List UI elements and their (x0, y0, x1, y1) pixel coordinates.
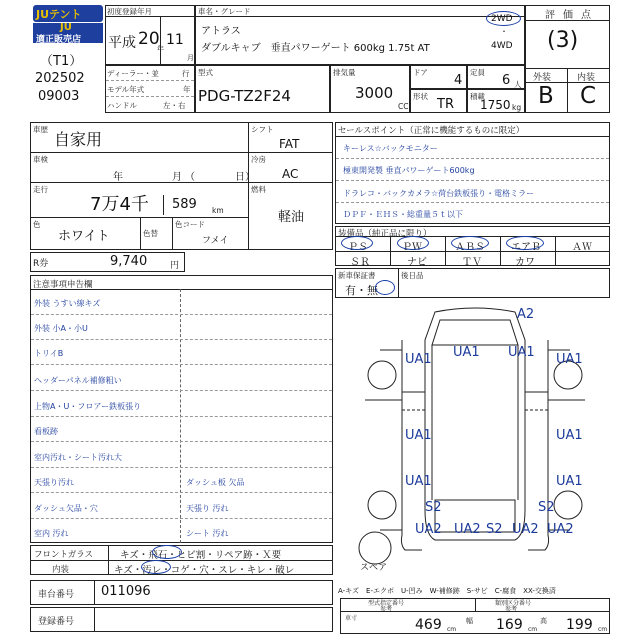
note-right-3: シート 汚れ (186, 529, 229, 538)
damage-legend: A-キズ E-エクボ U-凹み W-補修跡 S-サビ C-腐食 XX-交換済 (338, 587, 556, 595)
damage-mark-right-side: UA1 (556, 428, 583, 443)
shape-label: 形状 (413, 92, 428, 101)
dim-width-unit: cm (528, 626, 538, 633)
note-left-9: ダッシュ欠品・穴 (34, 504, 98, 513)
vehicle-damage-diagram (340, 300, 610, 590)
registration-month-unit: 月 (187, 54, 194, 62)
dim-type-ref: 参考 (380, 606, 393, 613)
logo-brand: JUテント (36, 8, 82, 21)
plate-label: 登録番号 (38, 617, 75, 627)
rating-exterior-label: 外装 (533, 73, 552, 83)
chassis-label: 車台番号 (38, 590, 75, 600)
drive-4wd: 4WD (491, 41, 513, 51)
manual-value1: 有・無 (345, 284, 378, 297)
damage-mark-roof-right: UA1 (508, 345, 535, 360)
dealer-label3-suffix: 左・右 (163, 101, 186, 110)
note-left-1: 外装 うすい線キズ (34, 299, 101, 308)
rating-exterior: B (538, 83, 554, 109)
damage-mark-right-bumper: UA2 (547, 522, 574, 537)
car-name-line1: アトラス (201, 26, 241, 37)
rating-interior-label: 内装 (577, 73, 596, 83)
displacement-value: 3000 (355, 84, 394, 102)
recycle-box (30, 252, 185, 272)
damage-mark-bed-center: S2 (486, 522, 503, 537)
chassis-value: 011096 (101, 584, 151, 599)
dim-type-label: 型式指定番号 (368, 600, 405, 607)
door-label: ドア (413, 68, 428, 77)
equip-aw: ＡＷ (572, 242, 592, 253)
logo-code: （T1） (40, 54, 83, 69)
drive-dot: ・ (500, 27, 508, 36)
equip-ps: ＰＳ (348, 242, 368, 253)
damage-mark-right-step: S2 (538, 500, 555, 515)
registration-year-unit: 年 (157, 45, 164, 53)
registration-month: 11 (166, 32, 184, 48)
selling-point-1: キーレス☆バックモニター (343, 144, 438, 153)
recycle-value: 9,740 (110, 254, 148, 269)
selling-point-4: ＤＰＦ・ＥＨＳ・総重量５ｔ以下 (343, 210, 463, 219)
damage-mark-left-step: S2 (425, 500, 442, 515)
mileage-unit: km (212, 206, 224, 215)
note-left-6: 看板跡 (34, 427, 58, 436)
drive-2wd-circle (486, 11, 521, 26)
damage-mark-front: A2 (517, 307, 535, 322)
manual-label1: 新車保証書 (338, 271, 376, 280)
equip-navi: ナビ (407, 257, 427, 268)
door-value: 4 (454, 73, 463, 88)
mileage-label: 走行 (33, 185, 48, 194)
rating-value: (3) (547, 28, 579, 53)
shift-label: シフト (251, 125, 274, 134)
dealer-label1: ディーラー・並 (107, 69, 159, 78)
dim-height-unit: cm (598, 626, 608, 633)
damage-mark-bed-left: UA2 (454, 522, 481, 537)
dealer-label1-suffix: 行 (182, 69, 190, 78)
inspection-month: 月 (172, 172, 182, 183)
dealer-label2: モデル年式 (107, 85, 145, 94)
recycle-label: R券 (33, 259, 49, 269)
chassis-box (30, 580, 333, 605)
damage-mark-left-front: UA1 (405, 352, 432, 367)
dealer-label2-suffix: 年 (183, 85, 191, 94)
shape-value: TR (437, 97, 454, 112)
inspection-label: 車検 (33, 155, 48, 164)
spare-label: スペア (360, 563, 388, 573)
fuel-value: 軽油 (278, 210, 305, 225)
color-change-label: 色替 (143, 229, 158, 238)
mileage-value: 7万4千 (90, 194, 149, 215)
equip-sr: ＳＲ (350, 257, 370, 268)
note-left-5: 上物A・U・フロアー鉄板張り (34, 402, 142, 411)
equip-abs: ＡＢＳ (455, 242, 485, 253)
displacement-unit: CC (398, 102, 409, 111)
ac-label: 冷房 (251, 155, 266, 164)
inspection-day: （ 日） (185, 172, 255, 183)
load-unit: kg (512, 103, 522, 112)
load-label: 積載 (470, 92, 485, 101)
registration-label: 初度登録年月 (107, 7, 152, 16)
damage-mark-left-rear: UA1 (405, 474, 432, 489)
color-code: フメイ (202, 236, 229, 246)
car-name-line2: ダブルキャブ 垂直パワーゲート 600kg 1.75t AT (201, 43, 430, 54)
damage-mark-right-front: UA1 (556, 352, 583, 367)
usage-value: 自家用 (54, 130, 103, 149)
note-left-10: 室内 汚れ (34, 529, 69, 538)
model-label: 型式 (198, 68, 213, 77)
note-right-1: ダッシュ板 欠品 (186, 478, 245, 487)
drive-2wd: 2WD (491, 14, 513, 24)
dim-length: 469 (415, 617, 442, 633)
equip-leather: カワ (515, 257, 535, 268)
logo-num1: 202502 (35, 71, 85, 86)
ac-value: AC (282, 167, 299, 181)
dim-height: 199 (566, 617, 593, 633)
selling-point-2: 極東開発製 垂直パワーゲート600kg (343, 166, 475, 175)
dim-length-unit: cm (447, 626, 457, 633)
note-left-4: ヘッダーパネル補修粗い (34, 376, 122, 385)
manual-label2: 後日品 (401, 271, 424, 280)
usage-label: 車歴 (33, 125, 48, 134)
displacement-label: 排気量 (333, 68, 356, 77)
dim-class-ref: 参考 (505, 606, 518, 613)
dim-length-label: 車寸 (345, 615, 358, 622)
rating-interior: C (580, 83, 597, 109)
note-left-2: 外装 小A・小U (34, 324, 88, 333)
mileage-sub: 589 (172, 197, 197, 212)
damage-mark-bed-right: UA2 (512, 522, 539, 537)
equip-pw: ＰＷ (402, 242, 422, 253)
note-left-7: 室内汚れ・シート汚れ大 (34, 453, 122, 462)
equip-airbag: エアＢ (511, 242, 541, 253)
dim-height-label: 高 (540, 617, 547, 625)
color-code-label: 色コード (175, 220, 205, 229)
dealer-label3: ハンドル (107, 101, 137, 110)
note-right-2: 天張り 汚れ (186, 504, 229, 513)
inspection-year: 年 (113, 172, 123, 183)
plate-box (30, 607, 333, 632)
interior-value: キズ・汚レ・コゲ・穴・スレ・キレ・破レ (114, 565, 295, 576)
note-left-3: トリイB (34, 349, 64, 358)
dim-class-label: 類別区分番号 (495, 600, 532, 607)
damage-mark-left-bumper: UA2 (415, 522, 442, 537)
model-value: PDG-TZ2F24 (198, 87, 291, 105)
glass-label: フロントガラス (34, 550, 93, 560)
selling-point-3: ドラレコ・バックカメラ☆荷台鉄板張り・電格ミラー (343, 189, 535, 198)
rating-label: 評価点 (545, 10, 599, 21)
damage-mark-roof-left: UA1 (453, 345, 480, 360)
dim-width-label: 幅 (466, 617, 473, 625)
registration-era: 平成 (108, 35, 136, 51)
interior-label: 内装 (52, 565, 70, 575)
damage-mark-right-rear: UA1 (556, 474, 583, 489)
notes-title: 注意事項申告欄 (33, 280, 93, 290)
fuel-label: 燃料 (251, 185, 266, 194)
damage-mark-left-side: UA1 (405, 428, 432, 443)
logo-store: 適正販売店 (36, 35, 82, 45)
note-left-8: 天張り汚れ (34, 478, 74, 487)
car-name-label: 車名・グレード (198, 7, 251, 16)
logo-num2: 09003 (38, 89, 80, 104)
registration-year: 20 (138, 29, 160, 49)
color-label: 色 (33, 220, 41, 229)
selling-points-title: セールスポイント（正常に機能するものに限定） (338, 126, 525, 136)
dim-width: 169 (496, 617, 523, 633)
recycle-unit: 円 (170, 261, 180, 271)
load-value: 1750 (480, 98, 511, 112)
equip-tv: ＴＶ (462, 257, 482, 268)
capacity-unit: 人 (514, 80, 522, 89)
logo-sub: JU (60, 22, 72, 33)
color-value: ホワイト (58, 229, 110, 244)
capacity-value: 6 (502, 73, 511, 88)
shift-value: FAT (279, 137, 300, 151)
capacity-label: 定員 (470, 68, 485, 77)
glass-value: キズ・飛石・ヒビ割・リペア跡・Ｘ要 (120, 550, 282, 561)
equipment-title: 装備品（純正品に限り） (338, 229, 432, 239)
